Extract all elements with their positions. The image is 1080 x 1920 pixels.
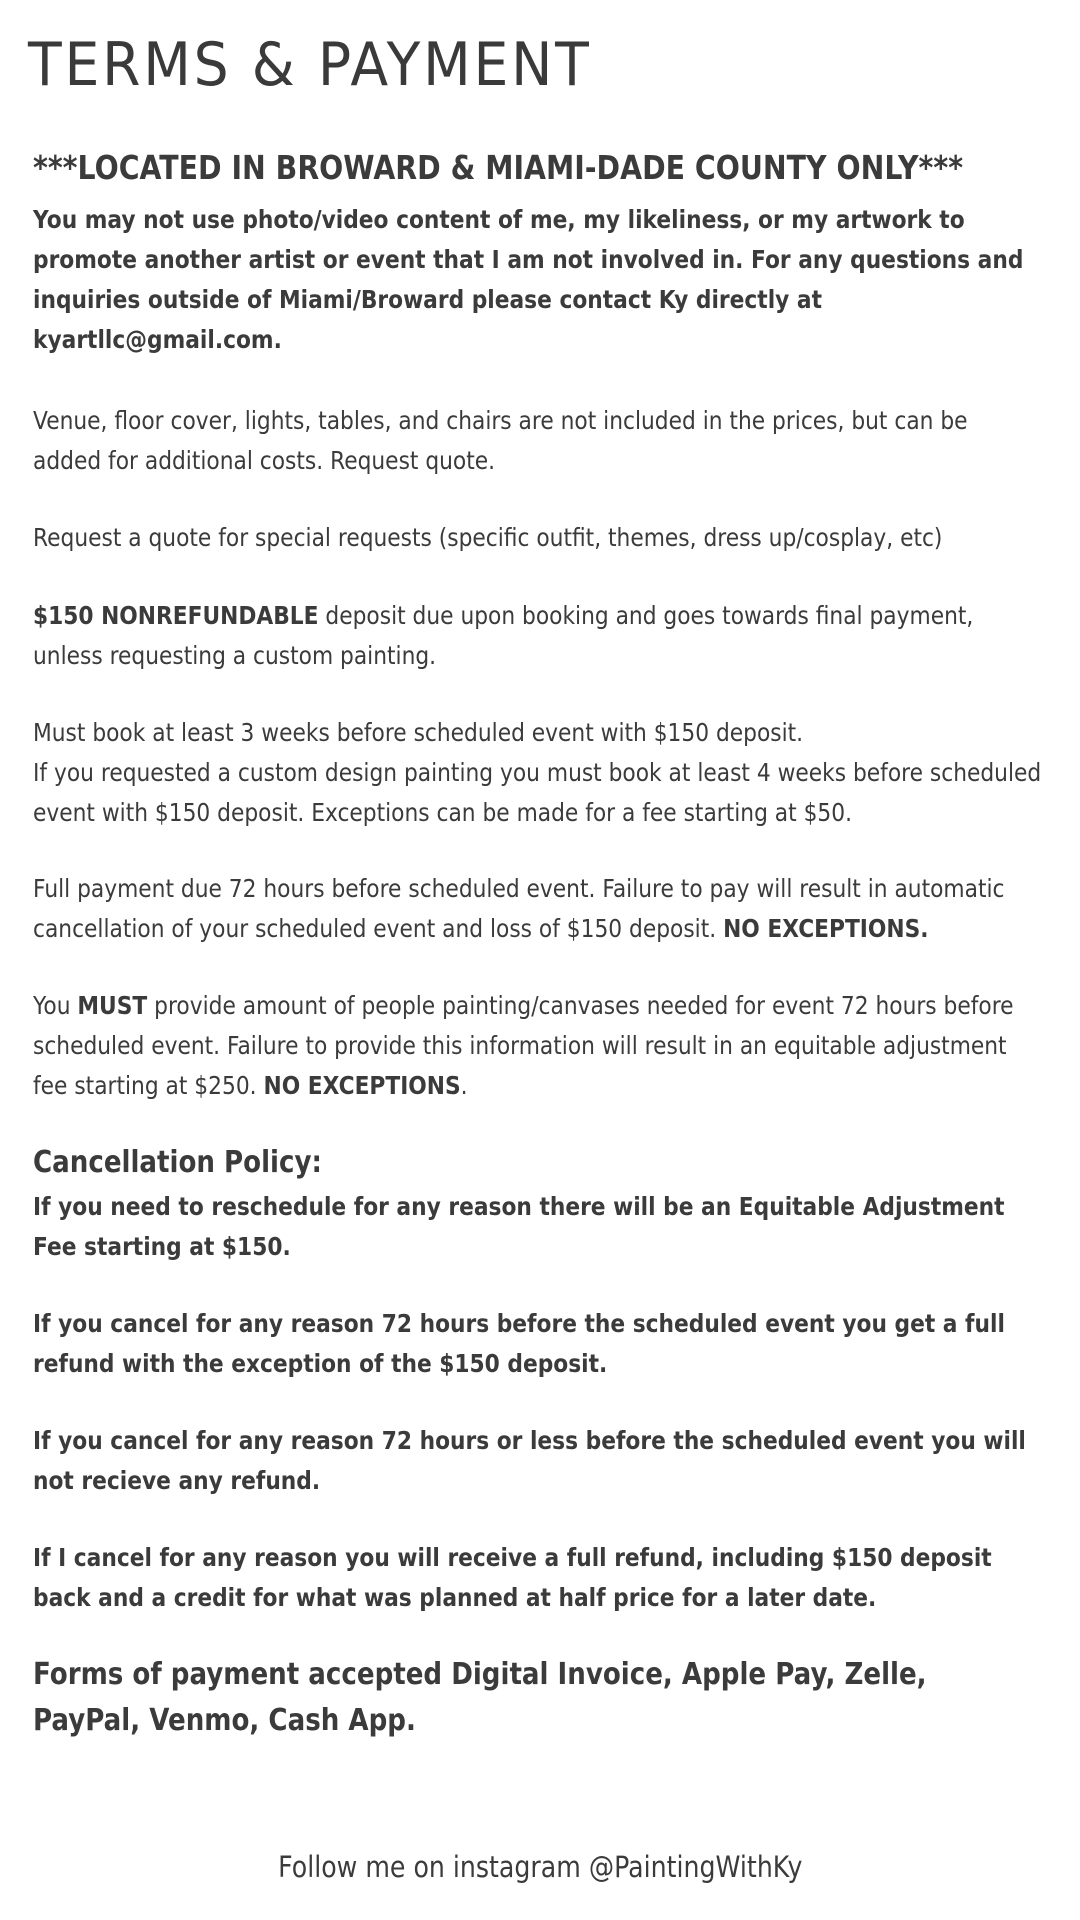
- instagram-link[interactable]: Follow me on instagram @PaintingWithKy: [277, 1850, 803, 1884]
- full-payment-note: [33, 869, 1042, 949]
- cancellation-item: If I cancel for any reason you will receive a full refund, including $150 deposit back and a credit for what was planned at half price for a later date.: [33, 1543, 992, 1612]
- booking-note: [33, 713, 1042, 833]
- deposit-bold: $150 NONREFUNDABLE: [33, 601, 319, 630]
- page-title: TERMS & PAYMENT: [28, 30, 592, 100]
- headcount-post: .: [460, 1071, 468, 1100]
- headcount-note: [33, 986, 1042, 1106]
- instagram-footer: [0, 1850, 1080, 1884]
- payment-methods: Forms of payment accepted Digital Invoice, Apple Pay, Zelle, PayPal, Venmo, Cash App.: [33, 1657, 927, 1738]
- booking-line-1: Must book at least 3 weeks before scheduled event with $150 deposit.: [33, 718, 804, 747]
- headcount-text: provide amount of people painting/canvases needed for event 72 hours before scheduled event. Failure to provide this information will result in an equitable adjustment fee starting at $250.: [33, 991, 1014, 1100]
- location-notice: ***LOCATED IN BROWARD & MIAMI-DADE COUNTY ONLY***: [33, 148, 964, 187]
- usage-notice: You may not use photo/video content of me, my likeliness, or my artwork to promote another artist or event that I am not involved in. For any questions and inquiries outside of Miami/Broward please contact Ky directly at kyartllc@gmail.com.: [33, 205, 1024, 354]
- cancellation-item: If you need to reschedule for any reason there will be an Equitable Adjustment Fee starting at $150.: [33, 1192, 1005, 1261]
- deposit-text: deposit due upon booking and goes towards final payment, unless requesting a custom painting.: [33, 601, 974, 670]
- cancellation-heading: Cancellation Policy:: [33, 1145, 322, 1180]
- headcount-bold-end: NO EXCEPTIONS: [263, 1071, 461, 1100]
- venue-note: Venue, floor cover, lights, tables, and chairs are not included in the prices, but can be added for additional costs. Request quote.: [33, 406, 968, 475]
- full-payment-text: Full payment due 72 hours before scheduled event. Failure to pay will result in automatic cancellation of your scheduled event and loss of $150 deposit.: [33, 874, 1005, 943]
- headcount-pre: You: [33, 991, 78, 1020]
- deposit-note: [33, 596, 1042, 676]
- cancellation-item: If you cancel for any reason 72 hours before the scheduled event you get a full refund with the exception of the $150 deposit.: [33, 1309, 1005, 1378]
- headcount-must: MUST: [77, 991, 148, 1020]
- booking-line-2: If you requested a custom design painting you must book at least 4 weeks before scheduled event with $150 deposit. Exceptions can be made for a fee starting at $50.: [33, 758, 1042, 827]
- cancellation-item: If you cancel for any reason 72 hours or less before the scheduled event you will not recieve any refund.: [33, 1426, 1026, 1495]
- full-payment-bold: NO EXCEPTIONS.: [723, 914, 929, 943]
- special-requests-note: Request a quote for special requests (specific outfit, themes, dress up/cosplay, etc): [33, 523, 943, 552]
